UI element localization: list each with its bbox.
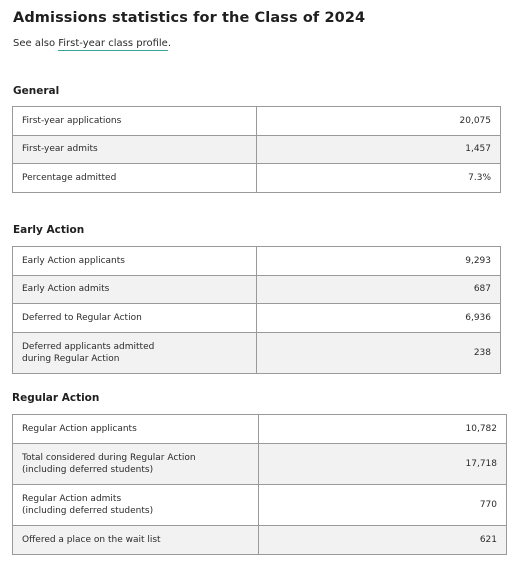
row-label: Percentage admitted (13, 164, 257, 193)
table-row (13, 526, 507, 555)
see-also-line (13, 38, 171, 49)
row-label: Deferred to Regular Action (13, 304, 257, 333)
row-label: Deferred applicants admitted during Regular Action (13, 333, 257, 374)
table-row (13, 135, 501, 164)
table-row (13, 107, 501, 136)
table-row (13, 333, 501, 374)
row-value: 9,293 (257, 247, 501, 276)
row-label: Total considered during Regular Action (including deferred students) (13, 444, 259, 485)
row-value: 20,075 (257, 107, 501, 136)
row-value: 770 (259, 485, 507, 526)
regular-action-stats-table (12, 414, 507, 555)
row-label: First-year applications (13, 107, 257, 136)
row-value: 238 (257, 333, 501, 374)
row-value: 6,936 (257, 304, 501, 333)
row-label: First-year admits (13, 135, 257, 164)
row-label: Early Action admits (13, 275, 257, 304)
see-also-prefix: See also (13, 38, 59, 49)
table-row (13, 444, 507, 485)
table-row (13, 485, 507, 526)
table-row (13, 415, 507, 444)
page-title: Admissions statistics for the Class of 2024 (13, 10, 366, 26)
see-also-suffix: . (167, 38, 171, 49)
row-label: Offered a place on the wait list (13, 526, 259, 555)
section-heading-early-action: Early Action (13, 224, 85, 236)
row-label: Regular Action admits (including deferred students) (13, 485, 259, 526)
first-year-class-profile-link[interactable]: First-year class profile (58, 38, 168, 49)
row-value: 621 (259, 526, 507, 555)
row-value: 1,457 (257, 135, 501, 164)
early-action-stats-table (12, 246, 501, 374)
section-heading-general: General (13, 85, 60, 97)
row-label: Regular Action applicants (13, 415, 259, 444)
row-value: 687 (257, 275, 501, 304)
table-row (13, 275, 501, 304)
row-value: 10,782 (259, 415, 507, 444)
row-value: 17,718 (259, 444, 507, 485)
row-label: Early Action applicants (13, 247, 257, 276)
table-row (13, 164, 501, 193)
table-row (13, 304, 501, 333)
general-stats-table (12, 106, 501, 193)
table-row (13, 247, 501, 276)
section-heading-regular-action: Regular Action (12, 392, 100, 404)
row-value: 7.3% (257, 164, 501, 193)
